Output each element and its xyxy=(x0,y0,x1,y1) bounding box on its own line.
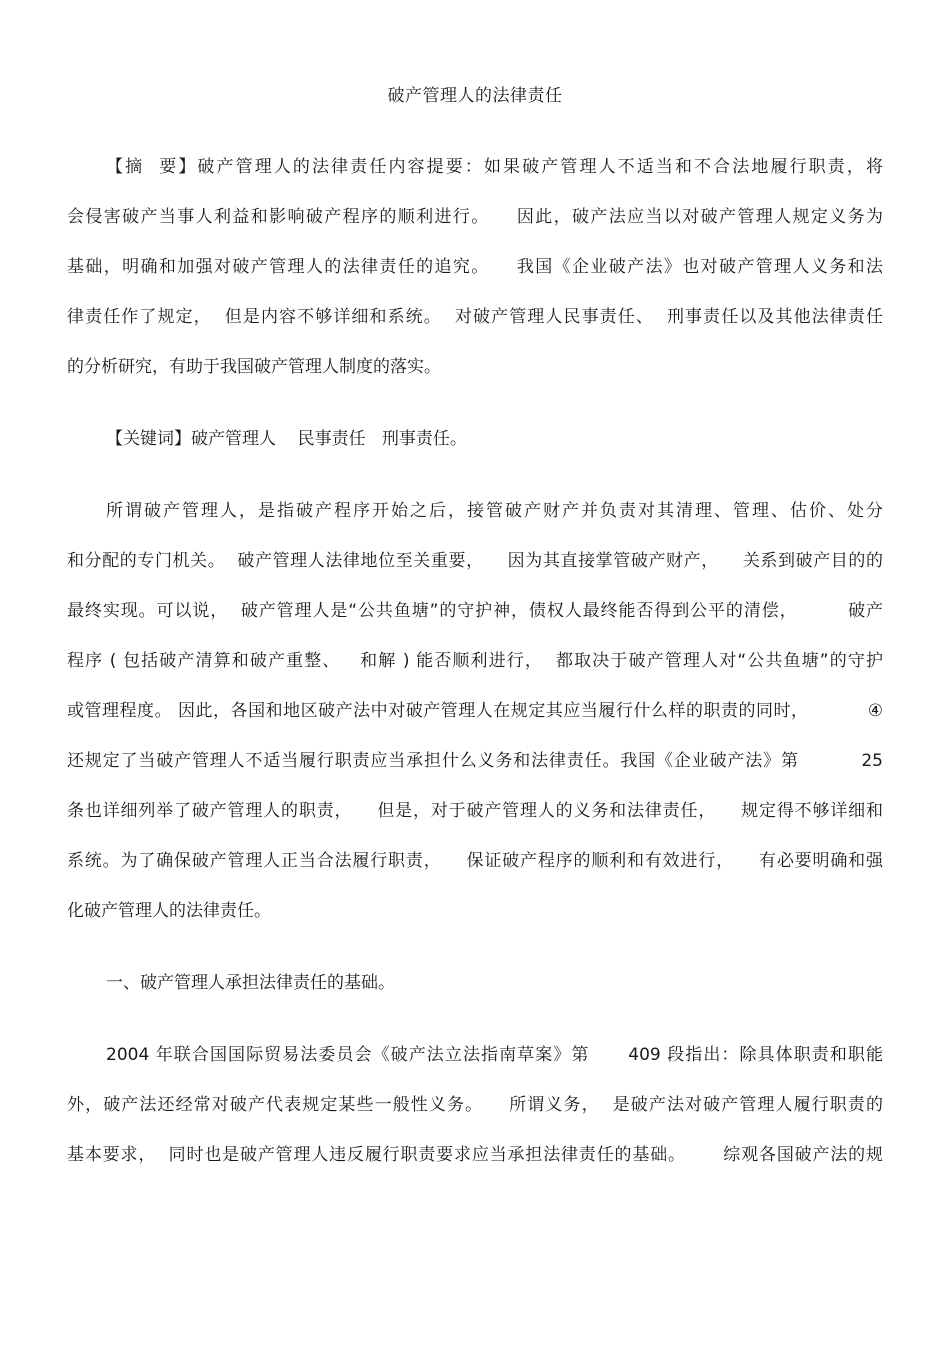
document-title: 破产管理人的法律责任 xyxy=(387,86,563,106)
keywords-line: 【关键词】破产管理人 民事责任 刑事责任。 xyxy=(106,429,467,449)
abstract-line-1: 【摘 要】破产管理人的法律责任内容提要：如果破产管理人不适当和不合法地履行职责，将 xyxy=(106,157,883,177)
intro-line-2: 和分配的专门机关。 破产管理人法律地位至关重要， 因为其直接掌管破产财产， 关系到破产目的的 xyxy=(67,551,883,571)
section-line-1: 2004 年联合国国际贸易法委员会《破产法立法指南草案》第 409 段指出：除具体职责和职能 xyxy=(106,1045,883,1065)
intro-line-6: 还规定了当破产管理人不适当履行职责应当承担什么义务和法律责任。我国《企业破产法》第 25 xyxy=(67,751,883,771)
intro-line-9: 化破产管理人的法律责任。 xyxy=(67,901,271,921)
abstract-line-2: 会侵害破产当事人利益和影响破产程序的顺利进行。 因此，破产法应当以对破产管理人规定义务为 xyxy=(67,207,883,227)
intro-line-5: 或管理程度。 因此，各国和地区破产法中对破产管理人在规定其应当履行什么样的职责的同时， ④ xyxy=(67,701,883,721)
intro-line-1: 所谓破产管理人，是指破产程序开始之后，接管破产财产并负责对其清理、管理、估价、处分 xyxy=(106,501,883,521)
section-line-2: 外，破产法还经常对破产代表规定某些一般性义务。 所谓义务， 是破产法对破产管理人履行职责的 xyxy=(67,1095,883,1115)
intro-line-4: 程序 ( 包括破产清算和破产重整、 和解 ) 能否顺利进行， 都取决于破产管理人对“公共鱼塘”的守护 xyxy=(67,651,883,671)
abstract-line-5: 的分析研究，有助于我国破产管理人制度的落实。 xyxy=(67,357,441,377)
intro-line-7: 条也详细列举了破产管理人的职责， 但是，对于破产管理人的义务和法律责任， 规定得不够详细和 xyxy=(67,801,883,821)
intro-line-8: 系统。为了确保破产管理人正当合法履行职责， 保证破产程序的顺利和有效进行， 有必要明确和强 xyxy=(67,851,883,871)
section-line-3: 基本要求， 同时也是破产管理人违反履行职责要求应当承担法律责任的基础。 综观各国破产法的规 xyxy=(67,1145,883,1165)
intro-line-3: 最终实现。可以说， 破产管理人是“公共鱼塘”的守护神，债权人最终能否得到公平的清偿， 破产 xyxy=(67,601,883,621)
abstract-line-4: 律责任作了规定， 但是内容不够详细和系统。 对破产管理人民事责任、 刑事责任以及其他法律责任 xyxy=(67,307,883,327)
abstract-line-3: 基础，明确和加强对破产管理人的法律责任的追究。 我国《企业破产法》也对破产管理人义务和法 xyxy=(67,257,883,277)
section-heading: 一、破产管理人承担法律责任的基础。 xyxy=(106,973,395,993)
